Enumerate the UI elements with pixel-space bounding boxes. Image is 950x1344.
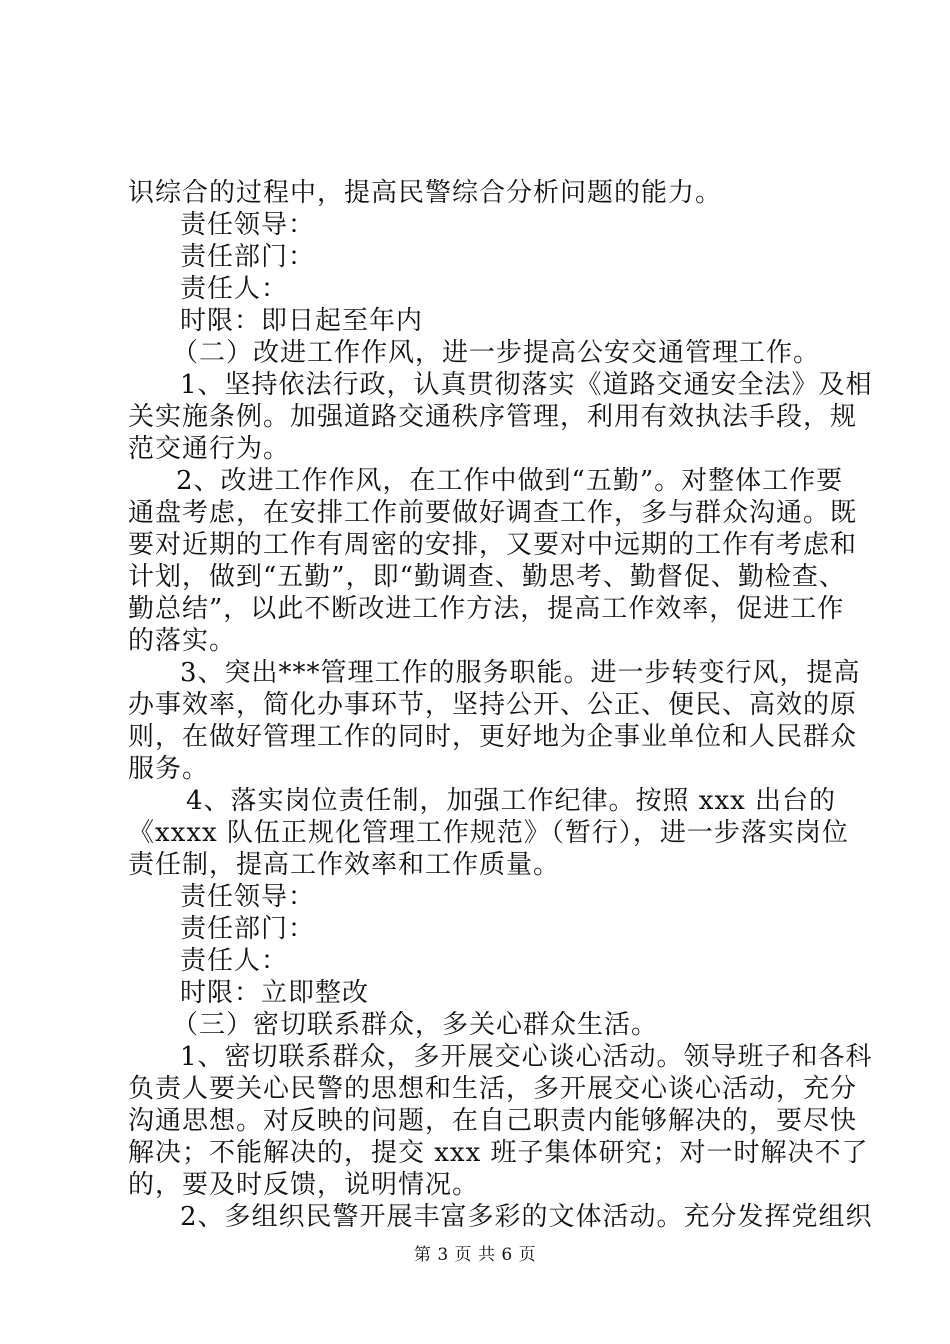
text-line: 责任制，提高工作效率和工作质量。 [128,850,561,880]
text-line: 4、落实岗位责任制，加强工作纪律。按照 xxx 出台的 [186,786,837,816]
text-line: 勤总结”，以此不断改进工作方法，提高工作效率，促进工作 [128,594,845,624]
section-heading: （三）密切联系群众，多关心群众生活。 [172,1010,659,1040]
text-line: 通盘考虑，在安排工作前要做好调查工作，多与群众沟通。既 [128,498,858,528]
text-line: 办事效率，简化办事环节，坚持公开、公正、便民、高效的原 [128,690,858,720]
text-line: 时限：即日起至年内 [180,306,424,336]
section-heading: （二）改进工作作风，进一步提高公安交通管理工作。 [172,338,821,368]
text-line: 责任部门： [180,914,316,944]
text-line: 1、密切联系群众，多开展交心谈心活动。领导班子和各科 [180,1042,873,1072]
text-line: 识综合的过程中，提高民警综合分析问题的能力。 [128,178,723,208]
text-line: 责任部门： [180,242,316,272]
text-line: 计划，做到“五勤”，即“勤调查、勤思考、勤督促、勤检查、 [128,562,846,592]
text-line: 责任领导： [180,210,316,240]
text-line: 关实施条例。加强道路交通秩序管理，利用有效执法手段，规 [128,402,858,432]
text-line: 责任人： [180,946,289,976]
text-line: 责任人： [180,274,289,304]
text-line: 2、多组织民警开展丰富多彩的文体活动。充分发挥党组织 [180,1202,873,1232]
text-line: 沟通思想。对反映的问题，在自己职责内能够解决的，要尽快 [128,1106,858,1136]
text-line: 责任领导： [180,882,316,912]
text-line: 的，要及时反馈，说明情况。 [128,1170,480,1200]
page-number-footer: 第 3 页 共 6 页 [413,1245,537,1265]
text-line: 范交通行为。 [128,434,291,464]
text-line: 时限：立即整改 [180,978,370,1008]
text-line: 3、突出***管理工作的服务职能。进一步转变行风，提高 [180,658,861,688]
text-line: 《xxxx 队伍正规化管理工作规范》（暂行），进一步落实岗位 [128,818,849,848]
text-line: 解决；不能解决的，提交 xxx 班子集体研究；对一时解决不了 [128,1138,869,1168]
text-line: 负责人要关心民警的思想和生活，多开展交心谈心活动，充分 [128,1074,858,1104]
text-line: 的落实。 [128,626,237,656]
text-line: 1、坚持依法行政，认真贯彻落实《道路交通安全法》及相 [180,370,873,400]
text-line: 服务。 [128,754,210,784]
text-line: 要对近期的工作有周密的安排，又要对中远期的工作有考虑和 [128,530,858,560]
text-line: 则，在做好管理工作的同时，更好地为企事业单位和人民群众 [128,722,858,752]
text-line: 2、改进工作作风，在工作中做到“五勤”。对整体工作要 [176,466,844,496]
